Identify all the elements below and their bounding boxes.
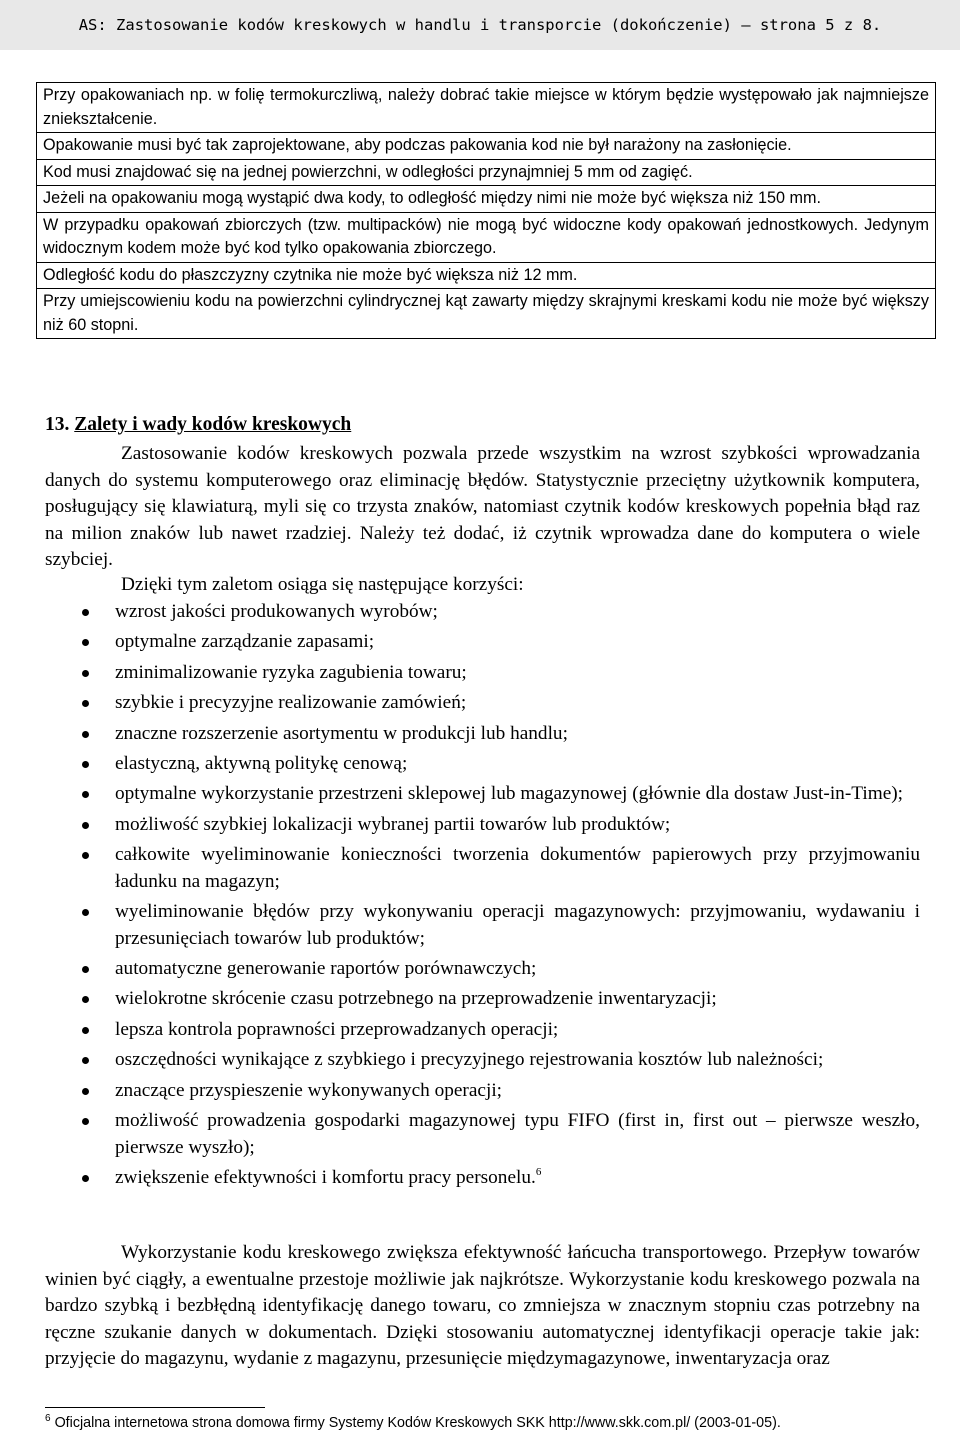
footnote-ref[interactable]: 6	[535, 1166, 542, 1179]
list-item: optymalne zarządzanie zapasami;	[45, 629, 920, 656]
bullet-icon	[82, 1027, 89, 1034]
bullet-icon	[82, 1057, 89, 1064]
requirements-table	[36, 82, 936, 339]
closing-text: Wykorzystanie kodu kreskowego zwiększa efektywność łańcucha transportowego. Przepływ towarów winien być ciągły, a ewentualne przestoje możliwie jak najkrótsze. Wykorzystanie kodu kreskowego pozwala na bardzo szybką i bezbłędną identyfikację danego towaru, co zmniejsza w znacznym stopniu czas potrzebny na ręczne szukanie danych w dokumentach. Dzięki stosowaniu automatycznej identyfikacji operacje takie jak: przyjęcie do magazynu, wydanie z magazynu, przesunięcie międzymagazynowe, inwentaryzacja oraz	[45, 1242, 920, 1370]
table-row: Przy umiejscowieniu kodu na powierzchni cylindrycznej kąt zawarty między skrajnymi kreskami kodu nie może być większy niż 60 stopni.	[37, 288, 935, 338]
section-heading	[45, 414, 351, 436]
list-item: znaczne rozszerzenie asortymentu w produkcji lub handlu;	[45, 721, 920, 748]
list-item: możliwość prowadzenia gospodarki magazynowej typu FIFO (first in, first out – pierwsze weszło, pierwsze wyszło);	[45, 1108, 920, 1161]
list-item: zwiększenie efektywności i komfortu pracy personelu.$^6$	[45, 1165, 920, 1192]
table-row: W przypadku opakowań zbiorczych (tzw. multipacków) nie mogą być widoczne kody opakowań jednostkowych. Jedynym widocznym kodem może być kod tylko opakowania zbiorczego.	[37, 212, 935, 262]
lead-text: Dzięki tym zaletom osiąga się następujące korzyści:	[121, 574, 524, 595]
intro-text: Zastosowanie kodów kreskowych pozwala przede wszystkim na wzrost szybkości wprowadzania danych do systemu komputerowego oraz eliminację błędów. Statystycznie przeciętny użytkownik komputera, posługujący się klawiaturą, myli się co trzysta znaków, natomiast czytnik kodów kreskowych popełnia błąd raz na milion znaków lub nawet rzadziej. Należy też dodać, iż czytnik wprowadza dane do komputera o wiele szybciej.	[45, 443, 920, 571]
bullet-icon	[82, 670, 89, 677]
list-item: lepsza kontrola poprawności przeprowadzanych operacji;	[45, 1017, 920, 1044]
table-row: Kod musi znajdować się na jednej powierzchni, w odległości przynajmniej 5 mm od zagięć.	[37, 159, 935, 186]
bullet-icon	[82, 1088, 89, 1095]
bullet-icon	[82, 761, 89, 768]
benefits-list	[45, 599, 920, 1195]
bullet-icon	[82, 791, 89, 798]
section-number: 13.	[45, 414, 70, 435]
bullet-icon	[82, 700, 89, 707]
table-row: Opakowanie musi być tak zaprojektowane, aby podczas pakowania kod nie był narażony na zasłonięcie.	[37, 132, 935, 159]
section-title: Zalety i wady kodów kreskowych	[74, 414, 352, 435]
bullet-icon	[82, 731, 89, 738]
list-item: znaczące przyspieszenie wykonywanych operacji;	[45, 1078, 920, 1105]
intro-paragraph	[45, 441, 920, 574]
bullet-icon	[82, 639, 89, 646]
list-item: optymalne wykorzystanie przestrzeni sklepowej lub magazynowej (głównie dla dostaw Just-in-Time);	[45, 781, 920, 808]
list-item: szybkie i precyzyjne realizowanie zamówień;	[45, 690, 920, 717]
list-item: elastyczną, aktywną politykę cenową;	[45, 751, 920, 778]
footnote-divider	[45, 1407, 265, 1408]
footnote	[45, 1413, 781, 1431]
bullet-icon	[82, 609, 89, 616]
table-row: Jeżeli na opakowaniu mogą wystąpić dwa kody, to odległość między nimi nie może być większa niż 150 mm.	[37, 185, 935, 212]
list-item: oszczędności wynikające z szybkiego i precyzyjnego rejestrowania kosztów lub należności;	[45, 1047, 920, 1074]
footnote-text: Oficjalna internetowa strona domowa firmy Systemy Kodów Kreskowych SKK http://www.skk.com.pl/ (2003-01-05).	[54, 1415, 781, 1431]
closing-paragraph	[45, 1240, 920, 1373]
list-item: wyeliminowanie błędów przy wykonywaniu operacji magazynowych: przyjmowaniu, wydawaniu i przesunięciach towarów lub produktów;	[45, 899, 920, 952]
bullet-icon	[82, 822, 89, 829]
list-item: automatyczne generowanie raportów porównawczych;	[45, 956, 920, 983]
bullet-icon	[82, 1118, 89, 1125]
bullet-icon	[82, 1175, 89, 1182]
header-title: AS: Zastosowanie kodów kreskowych w handlu i transporcie (dokończenie) – strona 5 z 8.	[78, 16, 882, 34]
list-item: wzrost jakości produkowanych wyrobów;	[45, 599, 920, 626]
list-item: możliwość szybkiej lokalizacji wybranej partii towarów lub produktów;	[45, 812, 920, 839]
table-row: Odległość kodu do płaszczyzny czytnika nie może być większa niż 12 mm.	[37, 262, 935, 289]
list-item: wielokrotne skrócenie czasu potrzebnego na przeprowadzenie inwentaryzacji;	[45, 986, 920, 1013]
benefits-lead	[45, 572, 920, 599]
bullet-icon	[82, 909, 89, 916]
page-header	[0, 0, 960, 50]
list-item: zminimalizowanie ryzyka zagubienia towaru;	[45, 660, 920, 687]
bullet-icon	[82, 966, 89, 973]
list-item: całkowite wyeliminowanie konieczności tworzenia dokumentów papierowych przy przyjmowaniu ładunku na magazyn;	[45, 842, 920, 895]
table-row: Przy opakowaniach np. w folię termokurczliwą, należy dobrać takie miejsce w którym będzie występowało jak najmniejsze zniekształcenie.	[43, 86, 929, 128]
footnote-number: 6	[45, 1413, 51, 1424]
bullet-icon	[82, 996, 89, 1003]
bullet-icon	[82, 852, 89, 859]
